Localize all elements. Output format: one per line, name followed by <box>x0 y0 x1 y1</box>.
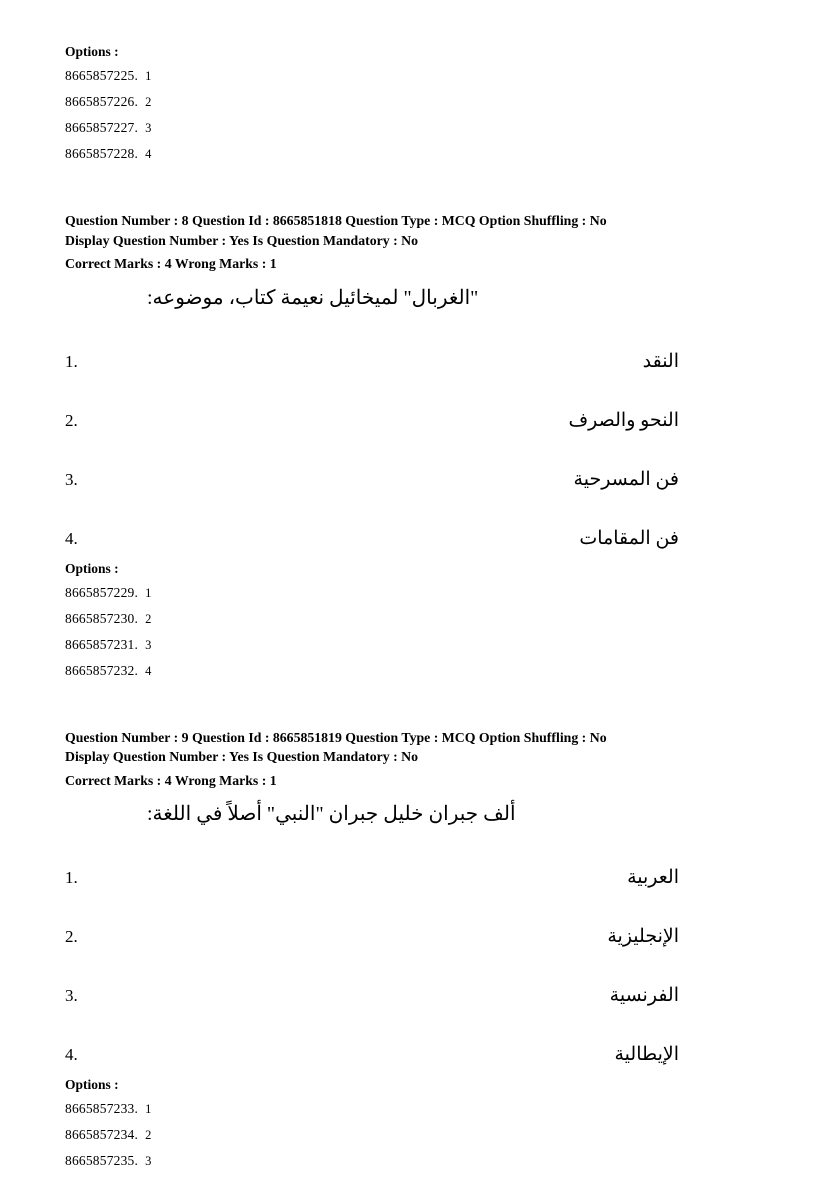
question-header <box>65 728 745 767</box>
option-number: 3 <box>145 637 152 652</box>
option-number: 1 <box>145 69 152 83</box>
choice-row <box>65 984 761 1007</box>
choice-number: 1. <box>65 351 78 371</box>
marks-line: Correct Marks : 4 Wrong Marks : 1 <box>65 772 277 788</box>
choice-number: 3. <box>65 469 78 489</box>
option-id-row <box>65 580 761 606</box>
choice-number: 2. <box>65 410 78 430</box>
choice-row <box>65 527 761 550</box>
option-id: 8665857235. <box>65 1153 139 1168</box>
question-header-line2: Display Question Number : Yes Is Question Mandatory : No <box>65 749 418 764</box>
choice-number: 4. <box>65 1045 78 1064</box>
option-number: 4 <box>145 663 152 678</box>
choice-number: 2. <box>65 927 78 946</box>
choice-text: فن المسرحية <box>573 468 679 490</box>
choice-text: فن المقامات <box>579 527 679 549</box>
choice-row <box>65 350 761 373</box>
choice-number: 1. <box>65 868 78 887</box>
options-label: Options : <box>65 44 119 59</box>
choice-number: 3. <box>65 986 78 1005</box>
question-block-8 <box>65 211 761 684</box>
option-number: 2 <box>145 95 152 109</box>
option-number: 3 <box>145 121 152 135</box>
question-header-line2: Display Question Number : Yes Is Question Mandatory : No <box>65 232 418 248</box>
choice-text: النحو والصرف <box>568 409 679 431</box>
option-id-row <box>65 1148 761 1174</box>
option-id: 8665857230. <box>65 610 139 626</box>
option-id-row <box>65 115 761 141</box>
option-id-row <box>65 658 761 684</box>
choice-text: العربية <box>627 867 679 888</box>
choice-text: الفرنسية <box>609 985 679 1006</box>
option-id-row <box>65 63 761 89</box>
option-id-row <box>65 606 761 632</box>
question-block-9 <box>65 728 761 1175</box>
option-number: 1 <box>145 585 152 600</box>
option-id: 8665857234. <box>65 1127 139 1142</box>
choice-row <box>65 925 761 948</box>
choice-row <box>65 1043 761 1066</box>
choice-text: النقد <box>642 350 679 372</box>
option-id-row <box>65 1122 761 1148</box>
option-number: 4 <box>145 147 152 161</box>
choice-row <box>65 409 761 432</box>
option-id-row <box>65 141 761 167</box>
choice-row <box>65 866 761 889</box>
option-id-row <box>65 1096 761 1122</box>
options-label: Options : <box>65 560 119 576</box>
option-number: 2 <box>145 1128 152 1142</box>
option-number: 3 <box>145 1154 152 1168</box>
option-id-row <box>65 632 761 658</box>
choice-text: الإيطالية <box>614 1044 679 1065</box>
previous-question-options-block <box>65 41 761 167</box>
marks-line: Correct Marks : 4 Wrong Marks : 1 <box>65 256 277 271</box>
option-id: 8665857231. <box>65 636 139 652</box>
question-header-line1: Question Number : 9 Question Id : 8665851819 Question Type : MCQ Option Shuffling : No <box>65 729 607 745</box>
option-id: 8665857232. <box>65 662 139 678</box>
option-id: 8665857227. <box>65 120 139 135</box>
choice-text: الإنجليزية <box>607 926 679 947</box>
option-id: 8665857233. <box>65 1101 139 1116</box>
option-number: 2 <box>145 611 152 626</box>
option-id: 8665857229. <box>65 584 139 600</box>
option-id-row <box>65 89 761 115</box>
choice-number: 4. <box>65 528 78 548</box>
choice-row <box>65 468 761 491</box>
question-header-line1: Question Number : 8 Question Id : 8665851818 Question Type : MCQ Option Shuffling : No <box>65 213 607 228</box>
option-id: 8665857225. <box>65 68 139 83</box>
question-text: ألف جبران خليل جبران "النبي" أصلاً في اللغة: <box>147 803 516 825</box>
option-number: 1 <box>145 1102 152 1116</box>
options-label: Options : <box>65 1077 119 1092</box>
question-header <box>65 211 745 250</box>
option-id: 8665857226. <box>65 94 139 109</box>
option-id: 8665857228. <box>65 146 139 161</box>
question-text: "الغربال" لميخائيل نعيمة كتاب، موضوعه: <box>147 286 479 309</box>
